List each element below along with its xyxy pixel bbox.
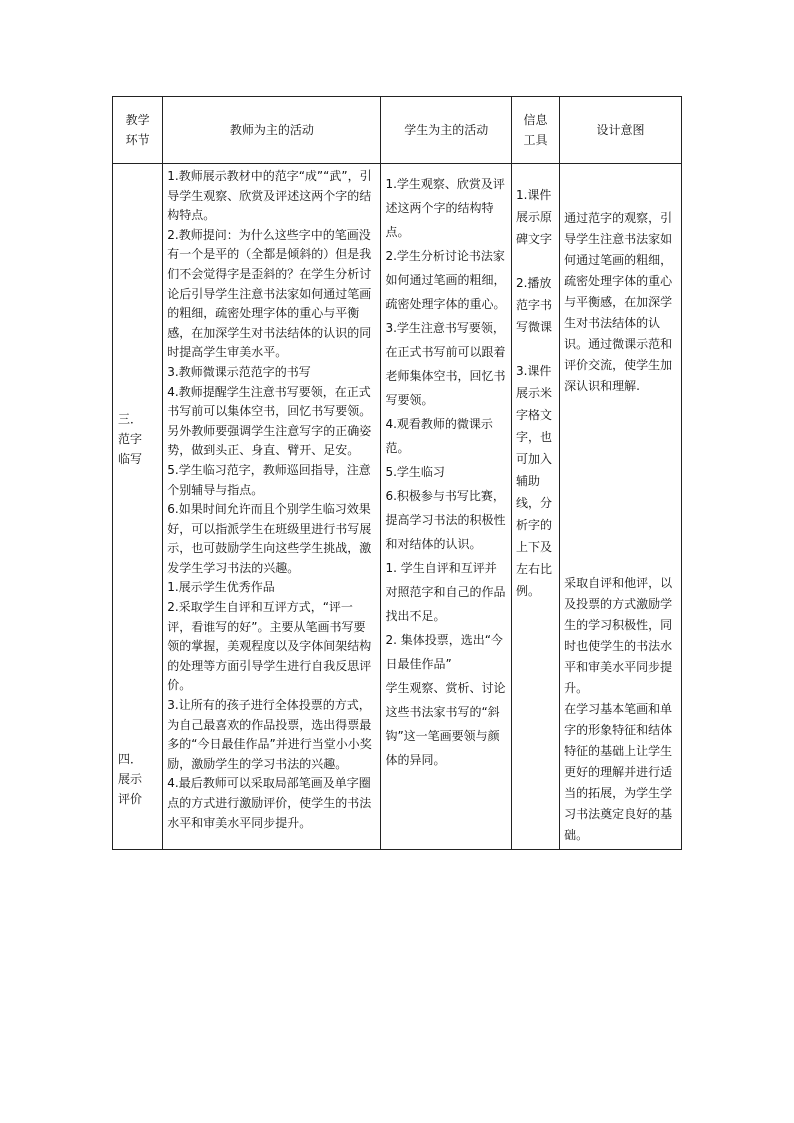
teacher-item: 4.最后教师可以采取局部笔画及单字圈点的方式进行激励评价，使学生的书法水平和审美水平同步提升。 xyxy=(167,776,372,830)
header-stage xyxy=(113,97,163,164)
teacher-item: 1.教师展示教材中的范字“成”“武”，引导学生观察、欣赏及评述这两个字的结构特点。 xyxy=(167,169,372,223)
stage-three xyxy=(118,409,162,469)
tool-item: 1.课件展示原碑文字 xyxy=(515,188,552,246)
teacher-item: 6.如果时间允许而且个别学生临习效果好，可以指派学生在班级里进行书写展示，也可鼓励学生向这些学生挑战，激发学生学习书法的兴趣。 xyxy=(167,502,372,575)
student-item: 3.学生注意书写要领，在正式书写前可以跟着老师集体空书，回忆书写要领。 xyxy=(385,321,506,407)
student-item: 2.学生分析讨论书法家如何通过笔画的粗细，疏密处理字体的重心。 xyxy=(385,249,506,311)
header-row xyxy=(113,97,682,164)
lesson-plan-table xyxy=(112,96,682,850)
design-item: 在学习基本笔画和单字的形象特征和结体特征的基础上让学生更好的理解并进行适当的拓展，为学生学习书法奠定良好的基础。 xyxy=(564,702,673,842)
content-row xyxy=(113,164,682,850)
student-activities-cell xyxy=(381,164,511,850)
tool-item: 2.播放范字书写微课 xyxy=(515,276,552,334)
design-item: 采取自评和他评，以及投票的方式激励学生的学习积极性，同时也使学生的书法水平和审美水平同步提升。 xyxy=(564,576,673,695)
tool-item: 3.课件展示米字格文字，也可加入辅助线，分析字的上下及左右比例。 xyxy=(515,364,552,598)
student-item: 2. 集体投票，选出“今日最佳作品” xyxy=(385,633,503,671)
header-tools xyxy=(511,97,559,164)
teacher-activities-cell xyxy=(163,164,381,850)
stage-four-line-2: 展示 xyxy=(118,771,143,786)
header-stage-line-1: 教学 xyxy=(125,113,150,127)
header-student: 学生为主的活动 xyxy=(381,97,511,164)
tools-cell xyxy=(511,164,559,850)
design-item: 通过范字的观察，引导学生注意书法家如何通过笔画的粗细，疏密处理字体的重心与平衡感，在加深学生对书法结体的认识。通过微课示范和评价交流，使学生加深认识和理解. xyxy=(564,211,673,393)
student-item: 5.学生临习 xyxy=(385,465,445,479)
stage-four xyxy=(118,749,162,809)
teacher-item: 2.教师提问：为什么这些字中的笔画没有一个是平的（全都是倾斜的）但是我们不会觉得字是歪斜的？在学生分析讨论后引导学生注意书法家如何通过笔画的粗细，疏密处理字体的重心与平衡感，在加深学生对书法结体的认识的同时提高学生审美水平。 xyxy=(167,227,372,360)
student-item: 4.观看教师的微课示范。 xyxy=(385,417,493,455)
stage-three-line-1: 三． xyxy=(118,411,143,426)
teacher-item: 1.展示学生优秀作品 xyxy=(167,580,275,595)
stage-four-line-1: 四． xyxy=(118,751,143,766)
teacher-item: 4.教师提醒学生注意书写要领，在正式书写前可以集体空书，回忆书写要领。另外教师要强调学生注意写字的正确姿势，做到头正、身直、臂开、足安。 xyxy=(167,384,372,458)
teacher-item: 3.让所有的孩子进行全体投票的方式，为自己最喜欢的作品投票，选出得票最多的“今日最佳作品”并进行当堂小小奖励，激励学生的学习书法的兴趣。 xyxy=(167,698,372,771)
header-tools-line-1: 信息 xyxy=(523,113,548,127)
stage-three-line-2: 范字 xyxy=(118,431,143,446)
stage-cell xyxy=(113,164,163,850)
teacher-item: 5.学生临习范字，教师巡回指导，注意个别辅导与指点。 xyxy=(167,462,371,497)
header-stage-line-2: 环节 xyxy=(125,133,150,147)
teacher-item: 3.教师微课示范范字的书写 xyxy=(167,364,311,379)
design-intent-cell xyxy=(560,164,682,850)
teacher-item: 2.采取学生自评和互评方式，“评一评，看谁写的好”。主要从笔画书写要领的掌握，美观程度以及字体间架结构的处理等方面引导学生进行自我反思评价。 xyxy=(167,600,372,693)
header-tools-line-2: 工具 xyxy=(523,133,548,147)
stage-four-line-3: 评价 xyxy=(118,791,143,806)
stage-three-line-3: 临写 xyxy=(118,451,143,466)
student-item: 1.学生观察、欣赏及评述这两个字的结构特点。 xyxy=(385,177,505,239)
header-design: 设计意图 xyxy=(560,97,682,164)
student-item: 6.积极参与书写比赛，提高学习书法的积极性和对结体的认识。 xyxy=(385,489,506,551)
student-item: 学生观察、赏析、讨论这些书法家书写的“斜钩”这一笔画要领与颜体的异同。 xyxy=(385,681,506,767)
header-teacher: 教师为主的活动 xyxy=(163,97,381,164)
student-item: 1. 学生自评和互评并对照范字和自己的作品找出不足。 xyxy=(385,561,506,623)
